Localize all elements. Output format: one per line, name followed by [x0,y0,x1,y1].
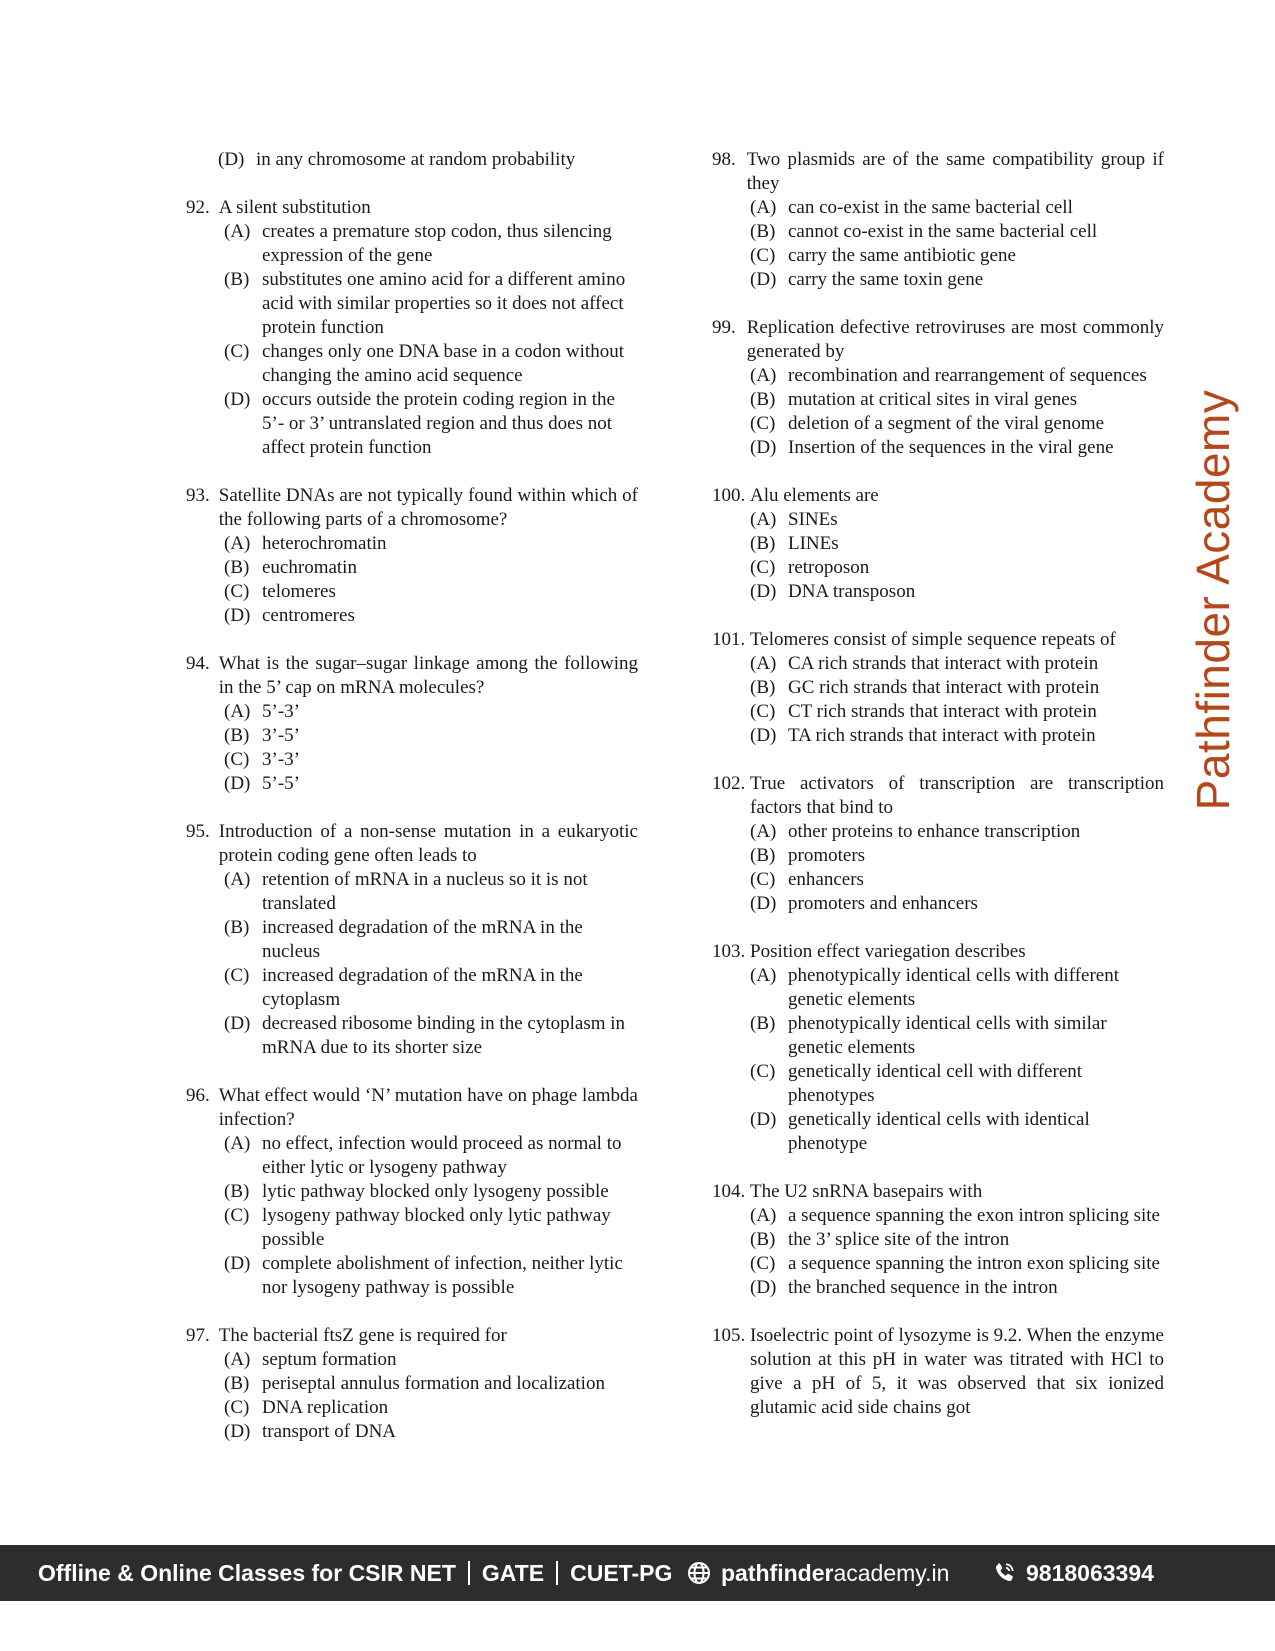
question-text: The bacterial ftsZ gene is required for [218,1325,507,1346]
question-text: A silent substitution [218,197,371,218]
option-text: CA rich strands that interact with protein [788,653,1099,674]
option-text: periseptal annulus formation and localization [262,1373,605,1394]
option-text: euchromatin [262,557,357,578]
question-text: True activators of transcription are transcription factors that bind to [750,773,1164,818]
option-label: (D) [224,389,251,410]
question-block [186,1324,638,1444]
option-label: (D) [750,269,777,290]
question-text: Two plasmids are of the same compatibility group if they [746,149,1164,194]
option-label: (A) [750,365,777,386]
answer-option [750,388,1164,412]
option-text: cannot co-exist in the same bacterial cell [788,221,1098,242]
phone-number: 9818063394 [1026,1559,1154,1586]
watermark: Pathfinder Academy [1187,389,1239,811]
answer-option [224,604,638,628]
question-text: Replication defective retroviruses are most commonly generated by [746,317,1164,362]
option-text: mutation at critical sites in viral genes [788,389,1078,410]
option-label: (A) [224,1133,251,1154]
option-text: phenotypically identical cells with similar genetic elements [788,1013,1107,1058]
option-text: CT rich strands that interact with protein [788,701,1097,722]
question-number: 98. [712,149,736,170]
question-number: 95. [186,821,210,842]
question-stem [712,940,1164,964]
answer-option [750,820,1164,844]
option-label: (D) [750,1277,777,1298]
option-text: LINEs [788,533,839,554]
option-label: (C) [224,581,250,602]
option-label: (A) [224,533,251,554]
question-stem [186,484,638,532]
option-label: (B) [750,389,776,410]
phone-icon [992,1561,1016,1585]
option-label: (C) [224,749,250,770]
question-number: 94. [186,653,210,674]
footer-courses [38,1545,672,1601]
question-stem [186,652,638,700]
option-text: complete abolishment of infection, neither lytic nor lysogeny pathway is possible [262,1253,623,1298]
option-text: substitutes one amino acid for a different amino acid with similar properties so it does not affect protein function [262,269,626,338]
question-text: Introduction of a non-sense mutation in a eukaryotic protein coding gene often leads to [218,821,638,866]
option-text: transport of DNA [262,1421,397,1442]
answer-option [224,1420,638,1444]
answer-option [750,1252,1164,1276]
answer-option [224,220,638,268]
option-label: (D) [750,581,777,602]
option-label: (A) [224,701,251,722]
option-label: (C) [750,1253,776,1274]
answer-option [224,268,638,340]
option-text: 5’-5’ [262,773,300,794]
option-label: (C) [224,341,250,362]
option-text: genetically identical cell with different phenotypes [788,1061,1083,1106]
option-text: carry the same antibiotic gene [788,245,1016,266]
option-label: (D) [224,773,251,794]
option-text: can co-exist in the same bacterial cell [788,197,1073,218]
question-block [712,628,1164,748]
option-text: 3’-5’ [262,725,300,746]
answer-option [750,556,1164,580]
footer-phone[interactable] [992,1545,1154,1601]
answer-option [224,964,638,1012]
option-text: DNA replication [262,1397,389,1418]
option-text: 5’-3’ [262,701,300,722]
question-number: 101. [712,629,746,650]
question-number: 105. [712,1325,746,1346]
answer-option [750,724,1164,748]
footer-website[interactable] [687,1545,949,1601]
option-label: (A) [750,653,777,674]
option-label: (A) [750,509,777,530]
answer-option [224,580,638,604]
answer-option [224,388,638,460]
option-label: (D) [750,725,777,746]
question-block [712,1180,1164,1300]
option-text: creates a premature stop codon, thus silencing expression of the gene [262,221,612,266]
answer-option [750,532,1164,556]
answer-option [224,532,638,556]
left-question-column [186,148,638,1468]
answer-option [750,220,1164,244]
question-block [186,148,638,172]
answer-option [224,1012,638,1060]
question-block [712,148,1164,292]
website-rest: academy.in [833,1559,950,1586]
question-stem [186,1324,638,1348]
option-label: (A) [224,221,251,242]
option-text: decreased ribosome binding in the cytoplasm in mRNA due to its shorter size [262,1013,626,1058]
option-text: GC rich strands that interact with protein [788,677,1100,698]
option-text: the branched sequence in the intron [788,1277,1058,1298]
option-text: genetically identical cells with identical phenotype [788,1109,1090,1154]
option-label: (B) [224,1373,250,1394]
option-label: (B) [224,1181,250,1202]
question-number: 103. [712,941,746,962]
option-label: (A) [750,965,777,986]
globe-icon [687,1561,711,1585]
option-label: (C) [224,965,250,986]
option-label: (A) [750,821,777,842]
answer-option [750,268,1164,292]
question-number: 96. [186,1085,210,1106]
question-block [712,484,1164,604]
option-label: (B) [750,845,776,866]
question-stem [186,196,638,220]
answer-option [224,1372,638,1396]
option-label: (C) [750,557,776,578]
option-text: retention of mRNA in a nucleus so it is not translated [262,869,588,914]
answer-option [750,244,1164,268]
option-label: (B) [224,557,250,578]
option-text: increased degradation of the mRNA in the nucleus [262,917,583,962]
question-block [186,1084,638,1300]
option-label: (B) [224,917,250,938]
question-text: Telomeres consist of simple sequence repeats of [750,629,1116,650]
question-number: 97. [186,1325,210,1346]
answer-option [224,700,638,724]
option-text: carry the same toxin gene [788,269,984,290]
question-number: 104. [712,1181,746,1202]
question-stem [712,484,1164,508]
answer-option [750,364,1164,388]
option-text: other proteins to enhance transcription [788,821,1081,842]
answer-option [224,1396,638,1420]
answer-option [750,868,1164,892]
option-text: TA rich strands that interact with protein [788,725,1096,746]
option-label: (A) [224,869,251,890]
option-label: (D) [224,1421,251,1442]
answer-option [750,412,1164,436]
option-text: septum formation [262,1349,397,1370]
answer-option [218,148,638,172]
option-label: (D) [224,1253,251,1274]
question-number: 92. [186,197,210,218]
option-text: heterochromatin [262,533,387,554]
option-text: Insertion of the sequences in the viral gene [788,437,1114,458]
website-bold: pathfinder [721,1559,834,1586]
answer-option [224,556,638,580]
option-text: promoters [788,845,866,866]
question-block [186,652,638,796]
option-text: lytic pathway blocked only lysogeny possible [262,1181,609,1202]
option-label: (B) [750,221,776,242]
answer-option [224,1204,638,1252]
option-text: SINEs [788,509,838,530]
answer-option [750,580,1164,604]
answer-option [750,676,1164,700]
option-label: (D) [750,893,777,914]
option-label: (A) [224,1349,251,1370]
option-text: lysogeny pathway blocked only lytic pathway possible [262,1205,611,1250]
option-label: (C) [750,245,776,266]
question-number: 102. [712,773,746,794]
answer-option [750,964,1164,1012]
answer-option [750,892,1164,916]
answer-option [750,1012,1164,1060]
option-label: (C) [750,1061,776,1082]
option-label: (C) [224,1205,250,1226]
footer-gate-text: GATE [481,1559,545,1586]
footer-separator [468,1561,470,1585]
option-text: promoters and enhancers [788,893,978,914]
question-stem [712,772,1164,820]
right-question-column [712,148,1164,1444]
question-block [712,772,1164,916]
question-text: Alu elements are [750,485,879,506]
question-block [712,940,1164,1156]
footer-bar [0,1545,1275,1601]
answer-option [750,436,1164,460]
option-text: DNA transposon [788,581,916,602]
question-number: 99. [712,317,736,338]
option-label: (D) [224,1013,251,1034]
answer-option [224,916,638,964]
option-text: telomeres [262,581,336,602]
question-number: 100. [712,485,746,506]
option-label: (C) [750,869,776,890]
answer-option [224,772,638,796]
question-stem [712,1324,1164,1420]
option-label: (A) [750,197,777,218]
question-stem [712,316,1164,364]
answer-option [224,1348,638,1372]
question-stem [712,628,1164,652]
footer-cuet-text: CUET-PG [570,1559,673,1586]
option-label: (D) [218,149,245,170]
question-text: Isoelectric point of lysozyme is 9.2. When the enzyme solution at this pH in water was titrated with HCl to give a pH of 5, it was observed that six ionized glutamic acid side chains got [750,1325,1164,1418]
question-block [186,196,638,460]
footer-classes-text: Offline & Online Classes for CSIR NET [38,1559,456,1586]
answer-option [750,508,1164,532]
option-text: centromeres [262,605,355,626]
option-label: (D) [224,605,251,626]
option-label: (A) [750,1205,777,1226]
answer-option [224,1252,638,1300]
option-text: a sequence spanning the exon intron splicing site [788,1205,1160,1226]
option-text: the 3’ splice site of the intron [788,1229,1010,1250]
answer-option [224,724,638,748]
option-label: (B) [750,1229,776,1250]
option-text: recombination and rearrangement of sequences [788,365,1147,386]
option-label: (B) [750,1013,776,1034]
option-text: phenotypically identical cells with different genetic elements [788,965,1119,1010]
option-text: changes only one DNA base in a codon without changing the amino acid sequence [262,341,624,386]
answer-option [224,1180,638,1204]
question-stem [186,1084,638,1132]
question-block [712,316,1164,460]
question-text: What is the sugar–sugar linkage among the following in the 5’ cap on mRNA molecules? [218,653,638,698]
option-text: deletion of a segment of the viral genome [788,413,1105,434]
option-text: occurs outside the protein coding region in the 5’- or 3’ untranslated region and thus does not affect protein function [262,389,615,458]
option-text: in any chromosome at random probability [256,149,576,170]
answer-option [750,844,1164,868]
option-text: enhancers [788,869,864,890]
option-text: a sequence spanning the intron exon splicing site [788,1253,1160,1274]
option-label: (D) [750,1109,777,1130]
option-label: (B) [750,677,776,698]
answer-option [750,1108,1164,1156]
answer-option [224,868,638,916]
question-text: Satellite DNAs are not typically found within which of the following parts of a chromosome? [218,485,638,530]
question-number: 93. [186,485,210,506]
option-text: 3’-3’ [262,749,300,770]
option-label: (D) [750,437,777,458]
answer-option [224,1132,638,1180]
answer-option [750,196,1164,220]
answer-option [224,748,638,772]
question-block [712,1324,1164,1420]
option-label: (B) [224,725,250,746]
option-label: (B) [750,533,776,554]
question-stem [712,1180,1164,1204]
option-text: retroposon [788,557,870,578]
footer-separator [556,1561,558,1585]
option-text: no effect, infection would proceed as normal to either lytic or lysogeny pathway [262,1133,622,1178]
option-label: (C) [224,1397,250,1418]
option-text: increased degradation of the mRNA in the cytoplasm [262,965,583,1010]
answer-option [224,340,638,388]
option-label: (B) [224,269,250,290]
question-text: The U2 snRNA basepairs with [750,1181,983,1202]
answer-option [750,1060,1164,1108]
question-text: Position effect variegation describes [750,941,1026,962]
option-label: (C) [750,413,776,434]
question-stem [186,820,638,868]
option-label: (C) [750,701,776,722]
question-block [186,484,638,628]
answer-option [750,1204,1164,1228]
answer-option [750,1228,1164,1252]
answer-option [750,700,1164,724]
answer-option [750,1276,1164,1300]
question-stem [712,148,1164,196]
answer-option [750,652,1164,676]
question-block [186,820,638,1060]
question-text: What effect would ‘N’ mutation have on phage lambda infection? [218,1085,638,1130]
